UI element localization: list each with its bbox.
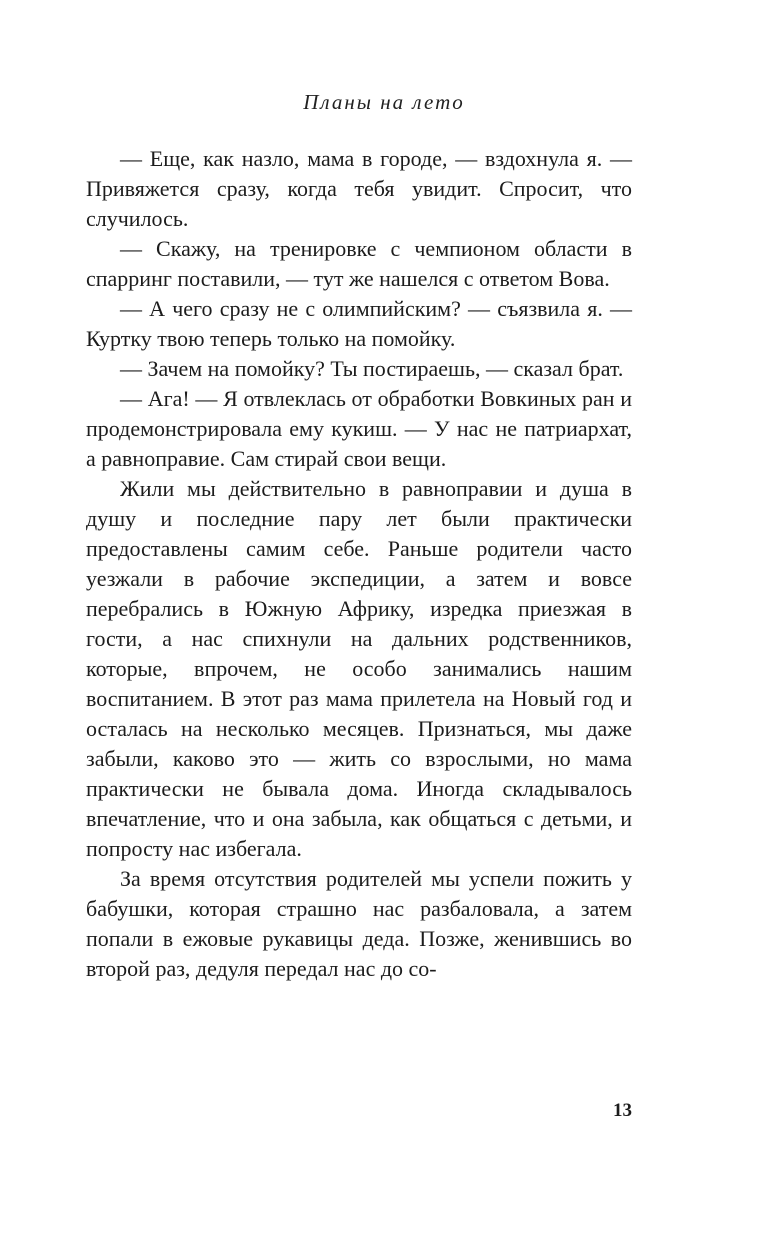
page-number: 13	[613, 1100, 632, 1121]
paragraph: — Скажу, на тренировке с чемпионом области в спарринг поставили, — тут же нашелся с ответом Вова.	[86, 236, 632, 291]
running-header: Планы на лето	[303, 90, 465, 114]
paragraph: — Зачем на помойку? Ты постираешь, — сказал брат.	[120, 356, 624, 381]
page-body	[86, 144, 632, 984]
paragraph: За время отсутствия родителей мы успели пожить у бабушки, которая страшно нас разбаловала, а затем попали в ежовые рукавицы деда. Позже, женившись во второй раз, дедуля передал нас до со-	[86, 866, 632, 981]
paragraph: — Ага! — Я отвлеклась от обработки Вовкиных ран и продемонстрировала ему кукиш. — У нас не патриархат, а равноправие. Сам стирай свои вещи.	[86, 386, 632, 471]
paragraph: — Еще, как назло, мама в городе, — вздохнула я. — Привяжется сразу, когда тебя увидит. Спросит, что случилось.	[86, 146, 632, 231]
paragraph: — А чего сразу не с олимпийским? — съязвила я. — Куртку твою теперь только на помойку.	[86, 296, 632, 351]
paragraph: Жили мы действительно в равноправии и душа в душу и последние пару лет были практически предоставлены самим себе. Раньше родители часто уезжали в рабочие экспедиции, а затем и вовсе перебрались в Южную Африку, изредка приезжая в гости, а нас спихнули на дальних родственников, которые, впрочем, не особо занимались нашим воспитанием. В этот раз мама прилетела на Новый год и осталась на несколько месяцев. Признаться, мы даже забыли, каково это — жить со взрослыми, но мама практически не бывала дома. Иногда складывалось впечатление, что и она забыла, как общаться с детьми, и попросту нас избегала.	[86, 476, 632, 861]
